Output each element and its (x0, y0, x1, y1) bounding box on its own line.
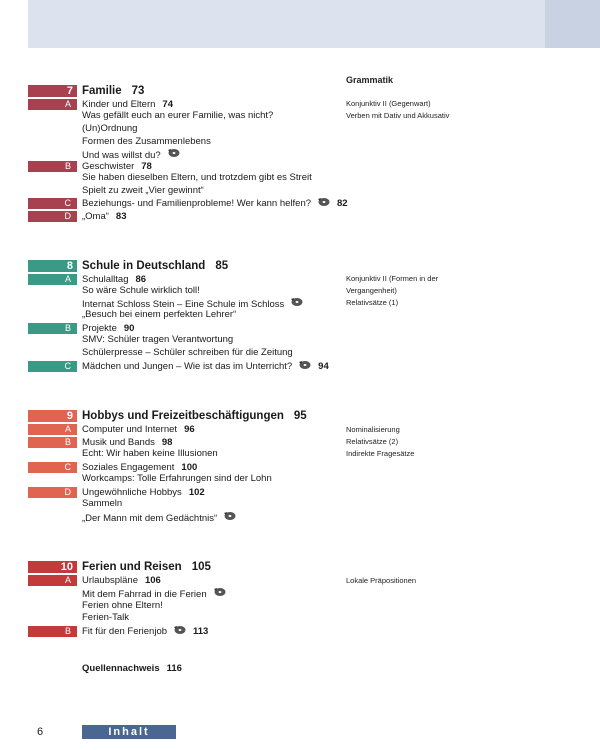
sources-entry (82, 663, 182, 674)
section-page: 82 (337, 197, 348, 209)
list-item: Was gefällt euch an eurer Familie, was nicht? (82, 110, 274, 121)
list-item (82, 511, 236, 524)
section-badge: D (28, 211, 77, 222)
section-page: 78 (141, 160, 152, 172)
grammar-note: Relativsätze (2) (346, 437, 399, 446)
section-page: 96 (184, 423, 195, 435)
header-band (28, 0, 600, 48)
section-title: Mädchen und Jungen – Wie ist das im Unterricht? (82, 360, 293, 372)
section-badge: A (28, 99, 77, 110)
chapter-title: Hobbys und Freizeitbeschäftigungen (82, 410, 284, 422)
section-badge: A (28, 274, 77, 285)
section-7c (28, 197, 348, 210)
section-page: 102 (188, 486, 205, 498)
list-item: Spielt zu zweit „Vier gewinnt“ (82, 185, 204, 196)
list-item: Sie haben dieselben Eltern, und trotzdem gibt es Streit (82, 172, 312, 183)
footer-section-label: Inhalt (82, 725, 176, 739)
section-8b (28, 322, 134, 335)
section-7b (28, 160, 152, 173)
chapter-10-heading (28, 560, 211, 574)
section-10a (28, 574, 161, 587)
cd-icon (167, 148, 180, 163)
chapter-number: 8 (28, 260, 77, 272)
section-title: „Oma“ (82, 210, 109, 222)
header-accent (545, 0, 600, 48)
chapter-title: Schule in Deutschland (82, 260, 206, 272)
sources-label: Quellennachweis (82, 663, 160, 674)
list-item: Ferien ohne Eltern! (82, 600, 163, 611)
section-badge: B (28, 626, 77, 637)
section-page: 106 (144, 574, 161, 586)
section-page: 83 (115, 210, 127, 222)
section-9c (28, 461, 197, 474)
section-page: 90 (123, 322, 135, 334)
section-10b (28, 625, 208, 638)
list-item: Workcamps: Tolle Erfahrungen sind der Lohn (82, 473, 272, 484)
section-9a (28, 423, 195, 436)
chapter-page: 105 (191, 561, 211, 573)
section-title: Kinder und Eltern (82, 98, 156, 110)
sources-page: 116 (166, 663, 182, 674)
cd-icon (317, 197, 330, 210)
list-item: „Besuch bei einem perfekten Lehrer“ (82, 309, 237, 320)
section-title: Beziehungs- und Familienprobleme! Wer kann helfen? (82, 197, 312, 209)
item-text: „Der Mann mit dem Gedächtnis“ (82, 512, 218, 524)
section-page: 113 (193, 625, 209, 637)
list-item: Sammeln (82, 498, 123, 509)
section-badge: C (28, 198, 77, 209)
list-item (82, 297, 303, 310)
grammatik-heading: Grammatik (346, 75, 394, 85)
item-text: Internat Schloss Stein – Eine Schule im Schloss (82, 298, 285, 310)
section-title: Schulalltag (82, 273, 129, 285)
section-8c (28, 360, 329, 373)
section-page: 94 (318, 360, 329, 372)
grammar-note: Lokale Präpositionen (346, 576, 417, 585)
section-page: 74 (162, 98, 173, 110)
list-item (82, 587, 226, 600)
section-title: Ungewöhnliche Hobbys (82, 486, 182, 498)
grammar-note: Konjunktiv II (Formen in der (346, 274, 439, 283)
item-text: Und was willst du? (82, 149, 161, 161)
list-item: Schülerpresse – Schüler schreiben für die Zeitung (82, 347, 293, 358)
grammar-note: Nominalisierung (346, 425, 400, 434)
section-page: 86 (135, 273, 147, 285)
cd-icon (298, 360, 311, 373)
grammar-note: Vergangenheit) (346, 286, 397, 295)
section-badge: B (28, 323, 77, 334)
chapter-page: 95 (293, 410, 307, 422)
chapter-number: 9 (28, 410, 77, 422)
chapter-page: 73 (131, 85, 145, 97)
section-badge: C (28, 462, 77, 473)
grammar-note: Konjunktiv II (Gegenwart) (346, 99, 431, 108)
chapter-title: Familie (82, 85, 122, 97)
chapter-page: 85 (215, 260, 229, 272)
chapter-number: 7 (28, 85, 77, 97)
section-badge: A (28, 424, 77, 435)
chapter-9-heading (28, 409, 307, 423)
list-item: (Un)Ordnung (82, 123, 138, 134)
list-item: Echt: Wir haben keine Illusionen (82, 448, 218, 459)
section-title: Projekte (82, 322, 117, 334)
chapter-7-heading (28, 84, 144, 98)
section-badge: D (28, 487, 77, 498)
item-text: Mit dem Fahrrad in die Ferien (82, 588, 207, 600)
grammar-note: Relativsätze (1) (346, 298, 399, 307)
cd-icon (223, 511, 236, 526)
grammar-note: Indirekte Fragesätze (346, 449, 415, 458)
section-title: Musik und Bands (82, 436, 155, 448)
list-item: SMV: Schüler tragen Verantwortung (82, 334, 234, 345)
chapter-8-heading (28, 259, 228, 273)
chapter-title: Ferien und Reisen (82, 561, 182, 573)
list-item (82, 148, 180, 161)
section-7d (28, 210, 127, 223)
section-badge: B (28, 161, 77, 172)
list-item: Formen des Zusammenlebens (82, 136, 211, 147)
section-7a (28, 98, 173, 111)
section-title: Computer und Internet (82, 423, 178, 435)
section-8a (28, 273, 146, 286)
section-badge: C (28, 361, 77, 372)
section-title: Soziales Engagement (82, 461, 175, 473)
section-page: 98 (161, 436, 173, 448)
list-item: So wäre Schule wirklich toll! (82, 285, 200, 296)
section-page: 100 (181, 461, 198, 473)
section-9d (28, 486, 205, 499)
cd-icon (290, 297, 303, 312)
page-number: 6 (37, 726, 44, 738)
section-title: Geschwister (82, 160, 135, 172)
list-item: Ferien-Talk (82, 612, 129, 623)
section-title: Urlaubspläne (82, 574, 138, 586)
section-badge: B (28, 437, 77, 448)
grammar-note: Verben mit Dativ und Akkusativ (346, 111, 450, 120)
section-badge: A (28, 575, 77, 586)
chapter-number: 10 (28, 561, 77, 573)
cd-icon (173, 625, 186, 638)
section-title: Fit für den Ferienjob (82, 625, 168, 637)
section-9b (28, 436, 172, 449)
cd-icon (213, 587, 226, 602)
